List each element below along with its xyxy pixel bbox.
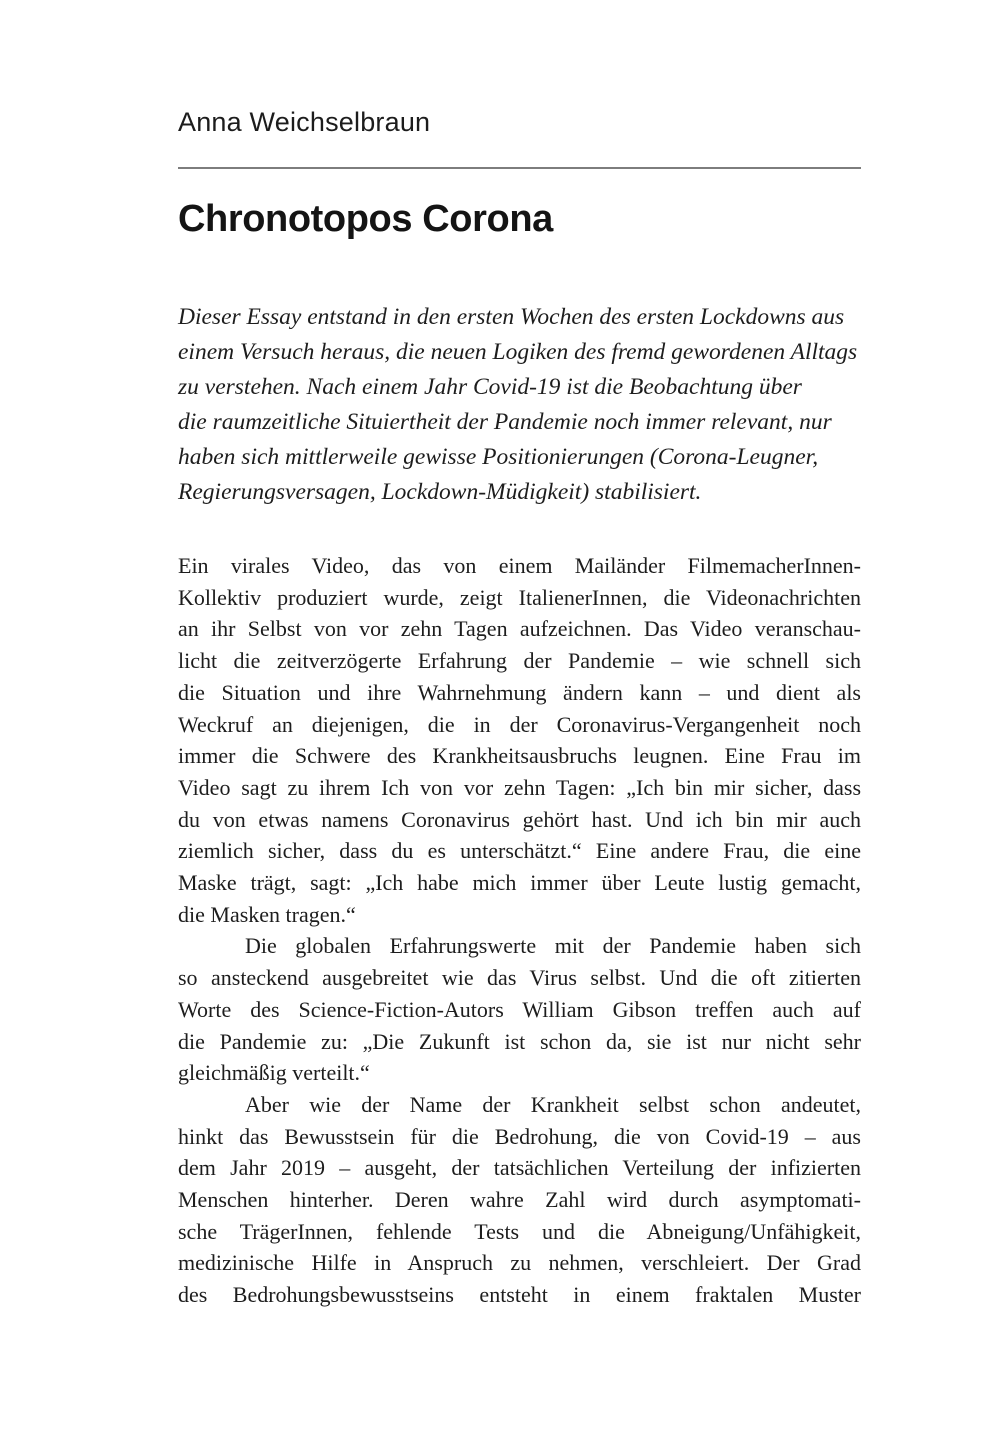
intro-paragraph: Dieser Essay entstand in den ersten Wochen des ersten Lockdowns aus einem Versuch heraus, die neuen Logiken des fremd gewordenen Alltags zu verstehen. Nach einem Jahr Covid-19 ist die Beobachtung über die raumzeitliche Situiertheit der Pandemie noch immer relevant, nur haben sich mittlerweile gewisse Positionierungen (Corona-Leugner, Regierungsversagen, Lockdown-Müdigkeit) stabilisiert. xyxy=(178,304,858,505)
paragraph: Aber wie der Name der Krankheit selbst schon andeutet, hinkt das Bewusstsein für die Bedrohung, die von Covid-19 – aus dem Jahr 2019 – ausgeht, der tatsächlichen Verteilung der infizierten Menschen hinterher. Deren wahre Zahl wird durch asymptomati- sche TrägerInnen, fehlende Tests und die Abneigung/Unfähigkeit, medizinische Hilfe in Anspruch zu nehmen, verschleiert. Der Grad des Bedrohungsbewusstseins entsteht in einem fraktalen Muster xyxy=(178,1091,861,1308)
body-text xyxy=(178,550,861,1311)
page-title: Chronotopos Corona xyxy=(178,198,553,240)
author-name: Anna Weichselbraun xyxy=(178,107,431,137)
paragraph: Die globalen Erfahrungswerte mit der Pandemie haben sich so ansteckend ausgebreitet wie das Virus selbst. Und die oft zitierten Worte des Science-Fiction-Autors William Gibson treffen auch auf die Pandemie zu: „Die Zukunft ist schon da, sie ist nur nicht sehr gleichmäßig verteilt.“ xyxy=(178,933,861,1086)
paragraph: Ein virales Video, das von einem Mailänder FilmemacherInnen- Kollektiv produziert wurde, zeigt ItalienerInnen, die Videonachrichten an ihr Selbst von vor zehn Tagen aufzeichnen. Das Video veranschau- licht die zeitverzögerte Erfahrung der Pandemie – wie schnell sich die Situation und ihre Wahrnehmung ändern kann – und dient als Weckruf an diejenigen, die in der Coronavirus-Vergangenheit noch immer die Schwere des Krankheitsausbruchs leugnen. Eine Frau im Video sagt zu ihrem Ich von vor zehn Tagen: „Ich bin mir sicher, dass du von etwas namens Coronavirus gehört hast. Und ich bin mir auch ziemlich sicher, dass du es unterschätzt.“ Eine andere Frau, die eine Maske trägt, sagt: „Ich habe mich immer über Leute lustig gemacht, die Masken tragen.“ xyxy=(178,553,861,927)
title-divider xyxy=(178,167,861,169)
